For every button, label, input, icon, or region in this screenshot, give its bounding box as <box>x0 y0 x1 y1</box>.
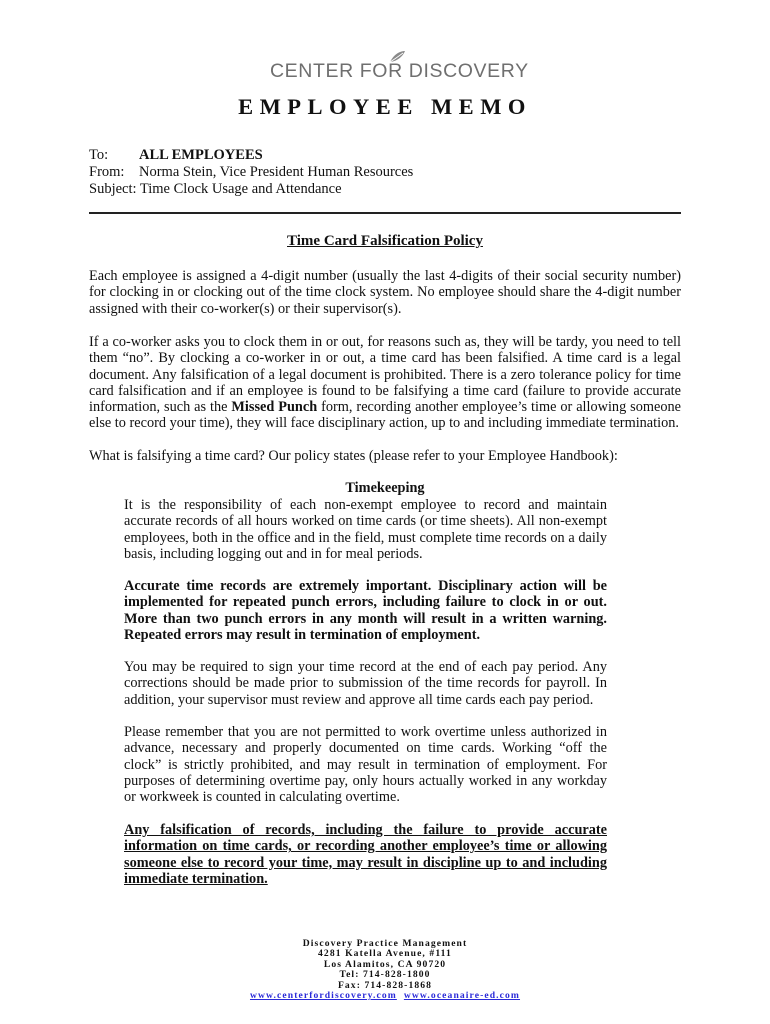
footer-org: Discovery Practice Management <box>302 938 468 949</box>
footer-link-centerfordiscovery[interactable]: www.centerfordiscovery.com <box>249 990 397 1002</box>
question-line: What is falsifying a time card? Our policy states (please refer to your Employee Handbook): <box>89 448 618 464</box>
from-line <box>89 164 413 181</box>
footer-links <box>0 991 770 1001</box>
header-divider <box>89 212 681 214</box>
timekeeping-paragraph-5: Any falsification of records, including the failure to provide accurate information on time cards, or recording another employee’s time or allowing someone else to record your time, may result in discipline up to and including immediate termination. <box>124 822 607 887</box>
subject-value: Time Clock Usage and Attendance <box>139 181 342 197</box>
paragraph-numbers: Each employee is assigned a 4-digit number (usually the last 4-digits of their social security number) for clocking in or clocking out of the time clock system. No employee should share the 4-digit number assigned with their co-worker(s) or their supervisor(s). <box>89 268 681 317</box>
from-label: From: <box>89 164 125 180</box>
footer-address-2: Los Alamitos, CA 90720 <box>323 958 447 970</box>
missed-punch-term: Missed Punch <box>231 399 318 416</box>
subject-label: Subject: <box>89 181 137 197</box>
timekeeping-title: Timekeeping <box>345 480 425 496</box>
to-line <box>89 147 263 164</box>
footer-tel: Tel: 714-828-1800 <box>339 969 431 981</box>
timekeeping-paragraph-2: Accurate time records are extremely important. Disciplinary action will be implemented for repeated punch errors, including failure to clock in or out. More than two punch errors in any month will result in a written warning. Repeated errors may result in termination of employment. <box>124 578 607 643</box>
timekeeping-paragraph-1: It is the responsibility of each non-exempt employee to record and maintain accurate records of all hours worked on time cards (or time sheets). All non-exempt employees, both in the office and in the field, must complete time records on a daily basis, including logging out and in for meal periods. <box>124 497 607 562</box>
memo-title: EMPLOYEE MEMO <box>238 94 532 119</box>
subject-line <box>89 181 342 198</box>
section-title: Time Card Falsification Policy <box>287 233 483 249</box>
from-value: Norma Stein, Vice President Human Resources <box>139 164 414 180</box>
to-label: To: <box>89 147 109 163</box>
footer <box>0 939 770 1001</box>
paragraph-coworker-text-1: If a co-worker asks you to clock them in or out, for reasons such as, they will be tardy, you need to tell them “no”. By clocking a co-worker in or out, a time card has been falsified. A time card is a legal document. Any falsification of a legal document is prohibited. There is a zero tolerance policy for time card falsification and if an employee is found to be falsifying a time card (failure to provide accurate information, such as the <box>89 334 681 416</box>
company-logo <box>270 52 529 84</box>
to-value: ALL EMPLOYEES <box>139 147 263 163</box>
logo-text: CENTER FOR DISCOVERY <box>270 60 529 82</box>
paragraph-coworker-text-2: form, recording another employee’s time or allowing someone else to record your time), they will face disciplinary action, up to and including immediate termination. <box>89 399 681 432</box>
footer-address-1: 4281 Katella Avenue, #111 <box>318 948 452 960</box>
paragraph-coworker <box>89 334 681 432</box>
footer-link-oceanaire[interactable]: www.oceanaire-ed.com <box>403 990 521 1002</box>
footer-fax: Fax: 714-828-1868 <box>337 979 433 991</box>
timekeeping-paragraph-3: You may be required to sign your time record at the end of each pay period. Any corrections should be made prior to submission of the time records for payroll. In addition, your supervisor must review and approve all time cards each pay period. <box>124 659 607 708</box>
timekeeping-paragraph-4: Please remember that you are not permitted to work overtime unless authorized in advance, necessary and properly documented on time cards. Working “off the clock” is strictly prohibited, and may result in termination of employment. For purposes of determining overtime pay, only hours actually worked in any workday or workweek is counted in calculating overtime. <box>124 724 607 806</box>
